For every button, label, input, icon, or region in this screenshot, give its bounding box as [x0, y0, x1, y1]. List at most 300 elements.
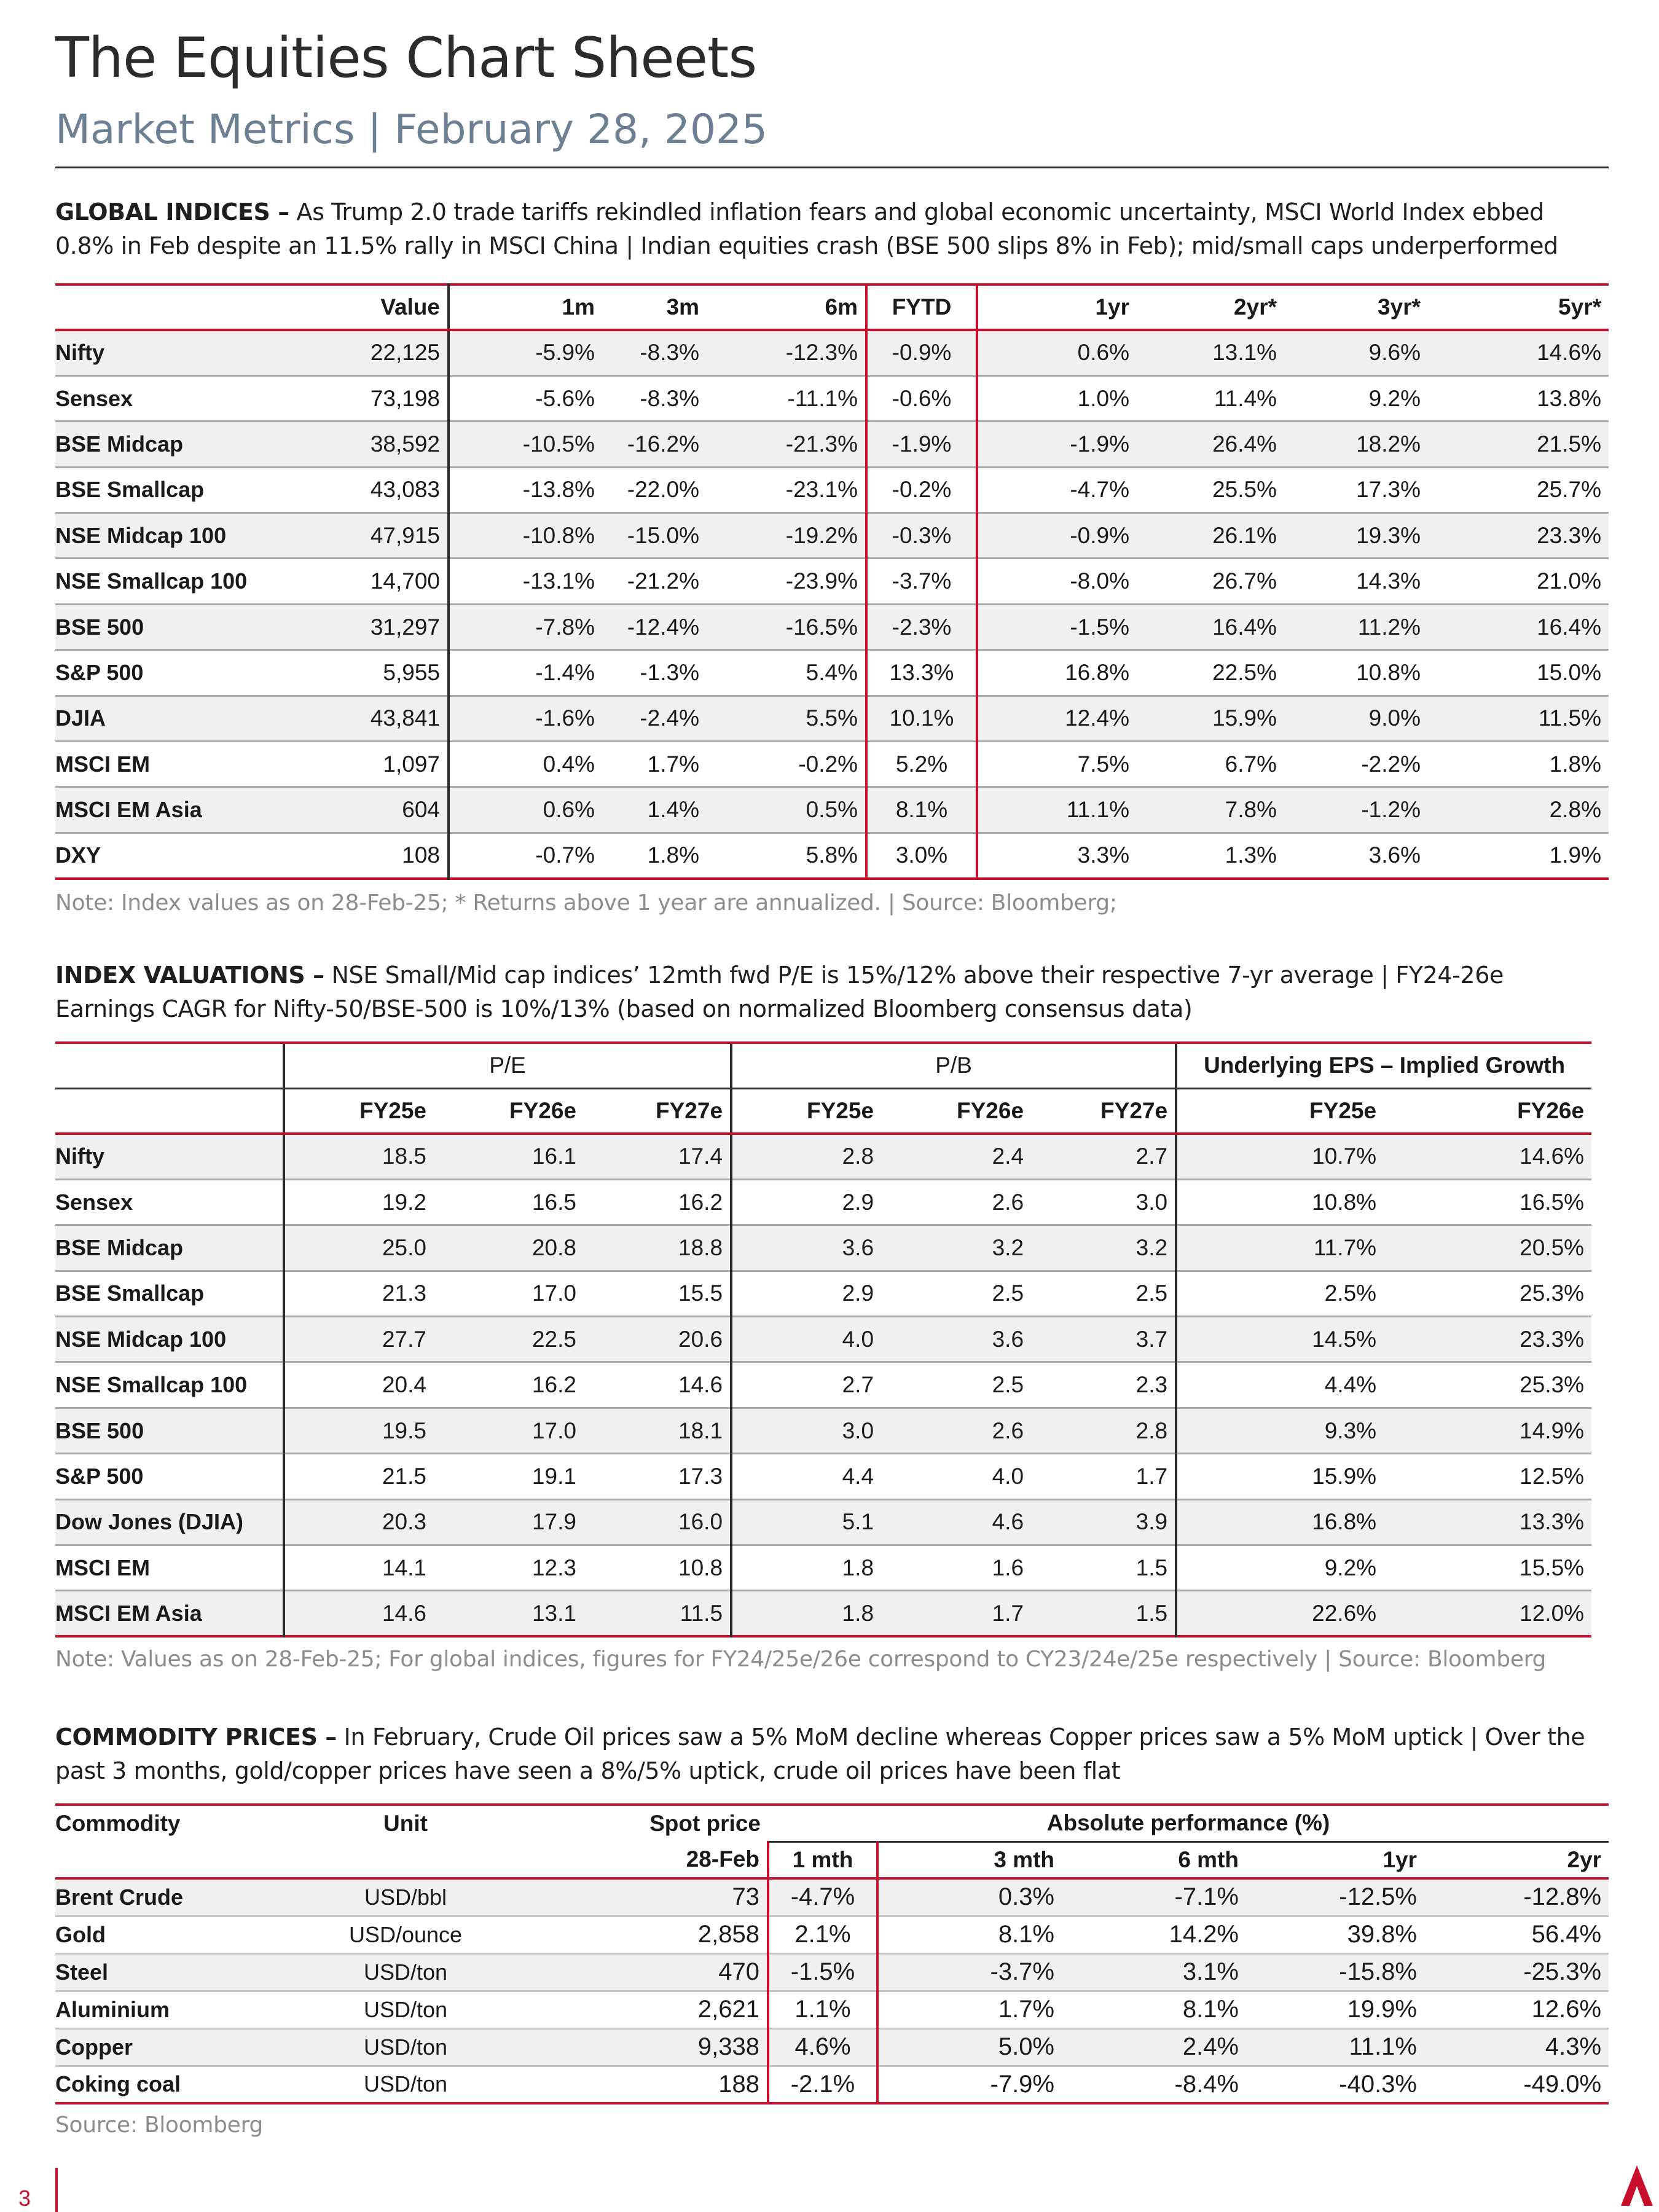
table-cell: 11.1% [1066, 797, 1129, 823]
table-cell: 2.3 [1135, 1372, 1168, 1398]
table-cell: 4.3% [1545, 2033, 1602, 2060]
index-name: MSCI EM [55, 1555, 151, 1580]
table-cell: 18.2% [1356, 431, 1421, 457]
table-cell: 4.4% [1176, 1362, 1384, 1408]
commodity-name: Copper [55, 2034, 133, 2060]
table-cell: 9.3% [1176, 1408, 1384, 1453]
table-cell: 108 [313, 833, 449, 878]
index-valuations-table [55, 1041, 1591, 1637]
table-cell: -5.9% [535, 340, 595, 366]
table-cell: 3.0 [1135, 1189, 1168, 1215]
table-cell: USD/bbl [364, 1884, 447, 1910]
table-cell: 25.0 [284, 1225, 434, 1271]
table-cell: USD/ton [363, 2071, 448, 2097]
table-row [55, 742, 1609, 787]
table-cell: -8.4% [1174, 2070, 1239, 2098]
index-name: MSCI EM Asia [55, 797, 202, 823]
table-cell: 11.5% [1538, 705, 1601, 731]
table-cell: 1.7 [1135, 1463, 1168, 1489]
index-name: NSE Midcap 100 [55, 522, 227, 548]
table-cell: 12.6% [1531, 1996, 1602, 2023]
table-cell: -13.8% [522, 477, 595, 503]
table-cell: 19.5 [284, 1408, 434, 1453]
table-cell: 4.0 [731, 1317, 881, 1362]
column-header: FY27e [584, 1088, 731, 1134]
table-cell: 21.5% [1537, 431, 1601, 457]
table-cell: 3.6% [1368, 842, 1421, 868]
table-cell: 13.1% [1212, 340, 1277, 366]
table-cell: 21.0% [1537, 568, 1601, 594]
table-cell: 1.6 [992, 1555, 1024, 1580]
table-cell: -16.2% [627, 431, 699, 457]
table-cell: 14,700 [313, 559, 449, 604]
table-cell: -12.3% [785, 340, 858, 366]
table-cell: -0.7% [535, 842, 595, 868]
table-row [55, 1408, 1591, 1453]
table-cell: -19.2% [785, 522, 858, 548]
table-cell: 14.1 [284, 1545, 434, 1591]
index-name: MSCI EM Asia [55, 1600, 202, 1626]
table-cell: 39.8% [1347, 1921, 1417, 1948]
table-cell: -12.4% [627, 614, 699, 640]
index-name: BSE Smallcap [55, 1281, 205, 1306]
index-name: DJIA [55, 705, 106, 731]
section-text: As Trump 2.0 trade tariffs rekindled inflation fears and global economic uncertainty, MSCI World Index ebbed 0.8% in Feb despite an 11.5% rally in MSCI China | Indian equities crash (BSE 500 slips 8% in Feb); mid/small caps underperformed [55, 198, 1558, 259]
table-cell: 6.7% [1225, 751, 1277, 777]
table-cell: -1.5% [768, 1953, 877, 1991]
table-cell: -7.9% [990, 2070, 1054, 2098]
table-row [55, 833, 1609, 878]
table-cell: -1.3% [640, 659, 699, 685]
table-cell: 2.9 [731, 1271, 881, 1316]
table-cell: 8.1% [1182, 1996, 1239, 2023]
table-cell: 18.1 [678, 1418, 723, 1443]
page-title: The Equities Chart Sheets [55, 26, 757, 90]
table-cell: -21.3% [785, 431, 858, 457]
column-header: FY27e [1031, 1088, 1176, 1134]
table-cell: 9.2% [1368, 385, 1421, 411]
eps-group-header: Underlying EPS – Implied Growth [1176, 1043, 1591, 1088]
table-row [55, 513, 1609, 559]
table-cell: 2,858 [697, 1921, 759, 1948]
table-row [55, 1991, 1609, 2028]
table-cell: 1.8 [731, 1545, 881, 1591]
table-cell: 2.1% [768, 1916, 877, 1953]
table-cell: 25.3% [1520, 1281, 1585, 1306]
table-cell: 2.6 [992, 1418, 1024, 1443]
table-cell: 9.6% [1368, 340, 1421, 366]
table-row [55, 1499, 1591, 1545]
table-cell: 1.4% [647, 797, 699, 823]
column-header: FY25e [731, 1088, 881, 1134]
table-cell: -11.1% [787, 385, 858, 411]
table-row [55, 1916, 1609, 1953]
table-cell: 12.0% [1520, 1600, 1585, 1626]
table-header-row [55, 284, 1609, 330]
table-cell: USD/ton [363, 2034, 448, 2060]
table-cell: USD/ton [363, 1996, 448, 2022]
index-name: S&P 500 [55, 659, 144, 685]
table-cell: 9.2% [1176, 1545, 1384, 1591]
table-cell: 2.8% [1549, 797, 1601, 823]
index-name: MSCI EM [55, 751, 151, 777]
table-cell: 18.5 [284, 1134, 434, 1179]
commodity-name: Brent Crude [55, 1884, 184, 1910]
table-row [55, 650, 1609, 696]
table-cell: 3.6 [992, 1326, 1024, 1352]
table-cell: 15.5 [678, 1281, 723, 1306]
header-rule [55, 167, 1609, 168]
table-cell: 4.6% [768, 2028, 877, 2066]
table-row [55, 1317, 1591, 1362]
table-cell: 19.9% [1347, 1996, 1417, 2023]
table-cell: 14.2% [1169, 1921, 1239, 1948]
table-cell: 19.3% [1356, 522, 1421, 548]
commodity-name: Steel [55, 1959, 109, 1985]
table-cell: 10.1% [866, 696, 977, 741]
table-row [55, 787, 1609, 833]
table-cell: 1.1% [768, 1991, 877, 2028]
table-cell: 7.8% [1225, 797, 1277, 823]
index-name: Sensex [55, 1189, 133, 1215]
table-cell: 22.5% [1212, 659, 1277, 685]
index-name: DXY [55, 842, 101, 868]
table-cell: 0.4% [543, 751, 595, 777]
table-cell: 16.5% [1520, 1189, 1585, 1215]
table-cell: 12.5% [1520, 1463, 1585, 1489]
table-cell: 23.3% [1520, 1326, 1585, 1352]
table-row [55, 422, 1609, 467]
table-cell: 16.4% [1212, 614, 1277, 640]
table-cell: -1.5% [1070, 614, 1129, 640]
table-cell: -49.0% [1523, 2070, 1602, 2098]
table-cell: 7.5% [1077, 751, 1129, 777]
table-cell: 0.6% [543, 797, 595, 823]
table-row [55, 1225, 1591, 1271]
table-cell: 43,083 [313, 467, 449, 512]
page-subtitle: Market Metrics | February 28, 2025 [55, 106, 767, 153]
table-cell: -7.1% [1174, 1883, 1239, 1911]
table-cell: 2.6 [992, 1189, 1024, 1215]
table-cell: 15.9% [1212, 705, 1277, 731]
pb-group-header: P/B [731, 1043, 1176, 1088]
table-cell: 12.4% [1065, 705, 1129, 731]
commodity-prices-note: Source: Bloomberg [55, 2112, 263, 2138]
table-cell: 2.5 [1135, 1281, 1168, 1306]
table-cell: 2.9 [731, 1179, 881, 1225]
table-cell: 2,621 [697, 1996, 759, 2023]
table-cell: 17.3% [1356, 477, 1421, 503]
pe-group-header: P/E [284, 1043, 731, 1088]
table-cell: 20.4 [284, 1362, 434, 1408]
table-cell: -15.0% [627, 522, 699, 548]
table-cell: -0.2% [866, 467, 977, 512]
table-cell: 16.1 [531, 1143, 576, 1169]
table-cell: 25.5% [1212, 477, 1277, 503]
table-cell: -4.7% [768, 1878, 877, 1916]
table-cell: 3.2 [992, 1234, 1024, 1260]
index-name: Dow Jones (DJIA) [55, 1509, 244, 1535]
table-cell: -15.8% [1339, 1958, 1417, 1985]
table-cell: 3.0 [731, 1408, 881, 1453]
table-cell: 3.0% [866, 833, 977, 878]
table-cell: 15.5% [1520, 1555, 1585, 1580]
index-name: Nifty [55, 1143, 104, 1169]
table-cell: 11.4% [1214, 385, 1277, 411]
table-cell: -21.2% [627, 568, 699, 594]
column-header: 1m [449, 284, 602, 330]
table-row [55, 1362, 1591, 1408]
table-cell: -3.7% [866, 559, 977, 604]
table-cell: 11.2% [1357, 614, 1421, 640]
column-header: 3 mth [877, 1841, 1062, 1878]
table-cell: 10.8 [678, 1555, 723, 1580]
table-cell: 22,125 [313, 330, 449, 375]
table-cell: -22.0% [627, 477, 699, 503]
table-cell: 21.3 [284, 1271, 434, 1316]
page-number: 3 [18, 2186, 31, 2211]
column-header: 2yr [1424, 1841, 1609, 1878]
table-cell: 16.0 [678, 1509, 723, 1535]
table-cell: 16.2 [531, 1372, 576, 1398]
table-cell: 2.7 [731, 1362, 881, 1408]
column-header: 2yr* [1137, 284, 1284, 330]
table-cell: USD/ounce [348, 1921, 463, 1947]
table-cell: 14.6 [678, 1372, 723, 1398]
table-cell: 17.0 [531, 1281, 576, 1306]
table-cell: -0.6% [866, 375, 977, 421]
header-row-1 [55, 1805, 1609, 1841]
index-name: NSE Smallcap 100 [55, 568, 248, 594]
table-cell: 20.8 [531, 1234, 576, 1260]
table-cell: 16.4% [1537, 614, 1601, 640]
table-cell: USD/ton [363, 1959, 448, 1985]
table-cell: 38,592 [313, 422, 449, 467]
table-cell: -8.0% [1070, 568, 1129, 594]
table-cell: 11.5 [680, 1600, 723, 1626]
table-cell: 13.3% [866, 650, 977, 696]
table-cell: -0.9% [866, 330, 977, 375]
table-cell: 5.2% [866, 742, 977, 787]
table-cell: -7.8% [535, 614, 595, 640]
table-cell: 1.9% [1549, 842, 1601, 868]
commodity-header: Commodity [55, 1805, 313, 1841]
table-cell: 2.7 [1135, 1143, 1168, 1169]
column-header: FY26e [881, 1088, 1031, 1134]
table-cell: 16.2 [678, 1189, 723, 1215]
table-cell: 15.9% [1176, 1454, 1384, 1499]
table-cell: -10.8% [522, 522, 595, 548]
table-cell: 2.4 [992, 1143, 1024, 1169]
table-cell: 31,297 [313, 604, 449, 649]
table-cell: -2.4% [640, 705, 699, 731]
table-cell: 25.7% [1537, 477, 1601, 503]
index-name: NSE Midcap 100 [55, 1326, 227, 1352]
table-cell: 26.1% [1212, 522, 1277, 548]
table-cell: 12.3 [531, 1555, 576, 1580]
table-row [55, 1179, 1591, 1225]
global-indices-summary [55, 195, 1609, 263]
index-name: S&P 500 [55, 1463, 144, 1489]
table-cell: 5.0% [998, 2033, 1054, 2060]
table-row [55, 467, 1609, 512]
table-cell: -12.8% [1523, 1883, 1602, 1911]
table-cell: 0.6% [1077, 340, 1129, 366]
table-cell: -3.7% [990, 1958, 1054, 1985]
table-cell: 11.7% [1176, 1225, 1384, 1271]
table-cell: -0.9% [1070, 522, 1129, 548]
table-cell: 2.8 [1135, 1418, 1168, 1443]
table-row [55, 1454, 1591, 1499]
table-cell: 26.7% [1212, 568, 1277, 594]
table-cell: 0.3% [998, 1883, 1054, 1911]
table-cell: 1.8% [647, 842, 699, 868]
index-name: Nifty [55, 340, 104, 366]
table-cell: -23.1% [785, 477, 858, 503]
spot-date-header: 28-Feb [498, 1841, 768, 1878]
index-name: BSE Smallcap [55, 477, 205, 503]
table-cell: 9.0% [1368, 705, 1421, 731]
table-cell: 14.6% [1520, 1143, 1585, 1169]
unit-header: Unit [313, 1805, 498, 1841]
index-name: BSE Midcap [55, 431, 184, 457]
table-cell: 16.8% [1176, 1499, 1384, 1545]
table-cell: 3.9 [1135, 1509, 1168, 1535]
table-cell: 19.1 [531, 1463, 576, 1489]
table-cell: 4.4 [731, 1454, 881, 1499]
global-indices-table [55, 283, 1609, 880]
table-cell: -0.3% [866, 513, 977, 559]
table-row [55, 696, 1609, 741]
commodity-prices-summary [55, 1720, 1609, 1788]
column-header: 3yr* [1284, 284, 1428, 330]
column-header [55, 284, 313, 330]
table-cell: 19.2 [284, 1179, 434, 1225]
table-cell: -1.2% [1361, 797, 1421, 823]
page-number-bar [55, 2168, 58, 2212]
table-cell: 17.0 [531, 1418, 576, 1443]
table-cell: 25.3% [1520, 1372, 1585, 1398]
table-cell: 14.9% [1520, 1418, 1585, 1443]
table-cell: 17.4 [678, 1143, 723, 1169]
index-name: BSE 500 [55, 1418, 144, 1443]
table-cell: 10.8% [1356, 659, 1421, 685]
index-name: Sensex [55, 385, 133, 411]
table-cell: 17.9 [531, 1509, 576, 1535]
table-cell: 3.7 [1135, 1326, 1168, 1352]
table-cell: 1.7% [998, 1996, 1054, 2023]
table-cell: -1.4% [535, 659, 595, 685]
table-cell: 22.5 [531, 1326, 576, 1352]
column-header: 1yr [1246, 1841, 1424, 1878]
table-row [55, 2028, 1609, 2066]
commodity-prices-table [55, 1803, 1609, 2104]
table-row [55, 1134, 1591, 1179]
table-cell: 1.5 [1135, 1600, 1168, 1626]
section-heading: GLOBAL INDICES – [55, 198, 289, 226]
table-cell: 14.5% [1176, 1317, 1384, 1362]
table-cell: 2.5 [992, 1372, 1024, 1398]
column-header: 6 mth [1062, 1841, 1246, 1878]
section-heading: COMMODITY PRICES – [55, 1724, 337, 1751]
table-cell: 27.7 [284, 1317, 434, 1362]
column-header: 3m [602, 284, 707, 330]
table-cell: 8.1% [866, 787, 977, 833]
table-cell: -8.3% [640, 340, 699, 366]
table-cell: 5,955 [313, 650, 449, 696]
column-header: FY26e [1384, 1088, 1591, 1134]
table-cell: 604 [313, 787, 449, 833]
table-cell: 23.3% [1537, 522, 1601, 548]
table-cell: 20.5% [1520, 1234, 1585, 1260]
table-cell: 4.0 [992, 1463, 1024, 1489]
table-cell: 5.8% [806, 842, 858, 868]
table-cell: 14.6% [1537, 340, 1601, 366]
column-header: 5yr* [1428, 284, 1609, 330]
table-cell: 1.3% [1225, 842, 1277, 868]
table-cell: -2.3% [866, 604, 977, 649]
table-cell: 1,097 [313, 742, 449, 787]
table-cell: 73,198 [313, 375, 449, 421]
table-cell: -1.9% [866, 422, 977, 467]
table-cell: -12.5% [1339, 1883, 1417, 1911]
table-cell: 8.1% [998, 1921, 1054, 1948]
table-cell: 16.5 [531, 1189, 576, 1215]
table-row [55, 375, 1609, 421]
table-cell: 1.7% [647, 751, 699, 777]
index-name: BSE Midcap [55, 1234, 184, 1260]
table-row [55, 2066, 1609, 2103]
table-cell: -4.7% [1070, 477, 1129, 503]
table-cell: 3.1% [1182, 1958, 1239, 1985]
table-cell: -5.6% [535, 385, 595, 411]
table-cell: 15.0% [1537, 659, 1601, 685]
table-cell: 1.8 [731, 1591, 881, 1636]
table-cell: 26.4% [1212, 431, 1277, 457]
table-cell: -0.2% [798, 751, 858, 777]
index-name: NSE Smallcap 100 [55, 1372, 248, 1398]
table-cell: 47,915 [313, 513, 449, 559]
section-heading: INDEX VALUATIONS – [55, 962, 324, 989]
table-cell: 56.4% [1531, 1921, 1602, 1948]
table-row [55, 330, 1609, 375]
table-cell: -25.3% [1523, 1958, 1602, 1985]
brand-logo-icon [1620, 2164, 1654, 2207]
table-cell: 14.3% [1356, 568, 1421, 594]
table-cell: 20.6 [678, 1326, 723, 1352]
table-cell: 3.3% [1077, 842, 1129, 868]
table-cell: -2.2% [1361, 751, 1421, 777]
table-cell: 17.3 [678, 1463, 723, 1489]
group-header-row [55, 1043, 1591, 1088]
sub-header-row [55, 1088, 1591, 1134]
section-text: NSE Small/Mid cap indices’ 12mth fwd P/E is 15%/12% above their respective 7-yr average | FY24-26e Earnings CAGR for Nifty-50/BSE-500 is 10%/13% (based on normalized Bloomberg consensus data) [55, 962, 1504, 1022]
table-row [55, 1271, 1591, 1316]
global-indices-note: Note: Index values as on 28-Feb-25; * Returns above 1 year are annualized. | Source: Bloomberg; [55, 890, 1117, 916]
table-cell: 3.6 [731, 1225, 881, 1271]
table-cell: 22.6% [1176, 1591, 1384, 1636]
table-row [55, 1545, 1591, 1591]
table-cell: 13.3% [1520, 1509, 1585, 1535]
commodity-name: Coking coal [55, 2071, 181, 2097]
table-cell: 73 [732, 1883, 759, 1911]
table-cell: -2.1% [768, 2066, 877, 2103]
table-cell: 20.3 [284, 1499, 434, 1545]
table-cell: -23.9% [785, 568, 858, 594]
column-header: 1 mth [768, 1841, 877, 1878]
table-cell: -40.3% [1339, 2070, 1417, 2098]
column-header: FYTD [866, 284, 977, 330]
